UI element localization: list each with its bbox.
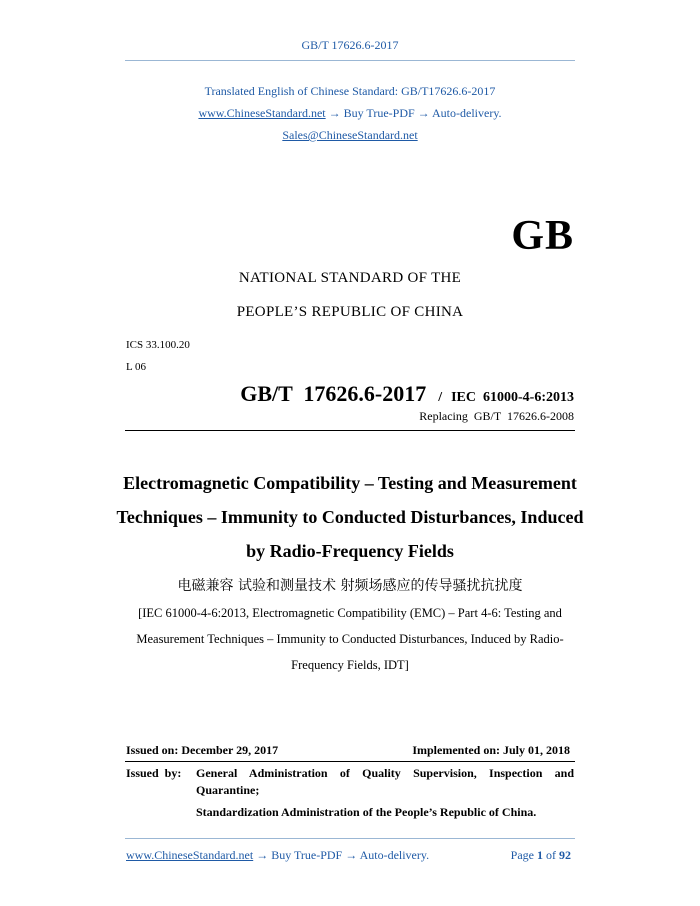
standard-number [240, 381, 574, 407]
issuer-org2: Standardization Administration of the People’s Republic of China. [196, 805, 537, 819]
title-rule [125, 430, 575, 431]
ics-code: ICS 33.100.20 [126, 339, 190, 351]
issuer-org1-line2: Quarantine; [196, 783, 260, 797]
iec-ref-line2: Measurement Techniques – Immunity to Conducted Disturbances, Induced by Radio- [136, 632, 564, 646]
national-standard-line2: PEOPLE’S REPUBLIC OF CHINA [236, 304, 464, 320]
title-line3: by Radio-Frequency Fields [246, 541, 454, 561]
dates-rule [125, 761, 575, 762]
translated-notice: Translated English of Chinese Standard: GB/T17626.6-2017 [204, 84, 496, 98]
header-doc-id: GB/T 17626.6-2017 [301, 38, 399, 52]
gb-logo: GB [511, 213, 574, 259]
footer-buy-notice [126, 848, 429, 863]
header-rule [125, 60, 575, 61]
iec-ref-line3: Frequency Fields, IDT] [291, 658, 409, 672]
page-number: 1 [537, 848, 543, 862]
issuer-org1-line1: General Administration of Quality Supervision, Inspection and [196, 766, 574, 780]
standard-number-sep: / [438, 390, 443, 405]
iec-ref-line1: [IEC 61000-4-6:2013, Electromagnetic Compatibility (EMC) – Part 4-6: Testing and [138, 606, 562, 620]
footer-buy-rest: → Buy True-PDF → Auto-delivery. [253, 848, 430, 862]
email-link[interactable]: Sales@ChineseStandard.net [282, 128, 418, 142]
buy-notice [0, 106, 700, 121]
page-label: Page [510, 848, 534, 862]
footer-rule [125, 838, 575, 839]
standard-number-iec: IEC 61000-4-6:2013 [451, 390, 574, 405]
page-indicator [511, 848, 571, 863]
title-line2: Techniques – Immunity to Conducted Disturbances, Induced [116, 507, 584, 527]
site-link[interactable]: www.ChineseStandard.net [198, 106, 326, 120]
title-chinese: 电磁兼容 试验和测量技术 射频场感应的传导骚扰抗扰度 [177, 578, 523, 594]
issued-by-label: Issued by: [126, 766, 182, 780]
email-line [0, 128, 700, 143]
page-total: 92 [559, 848, 571, 862]
buy-notice-rest: → Buy True-PDF → Auto-delivery. [325, 106, 502, 120]
replacing-note: Replacing GB/T 17626.6-2008 [419, 409, 574, 423]
implemented-date: Implemented on: July 01, 2018 [412, 743, 570, 757]
title-line1: Electromagnetic Compatibility – Testing and Measurement [123, 473, 577, 493]
issued-date: Issued on: December 29, 2017 [126, 743, 279, 757]
standard-number-main: GB/T 17626.6-2017 [240, 381, 427, 406]
national-standard-line1: NATIONAL STANDARD OF THE [238, 270, 462, 286]
of-label: of [546, 848, 556, 862]
ccs-code: L 06 [126, 361, 147, 373]
footer-site-link[interactable]: www.ChineseStandard.net [126, 848, 254, 862]
